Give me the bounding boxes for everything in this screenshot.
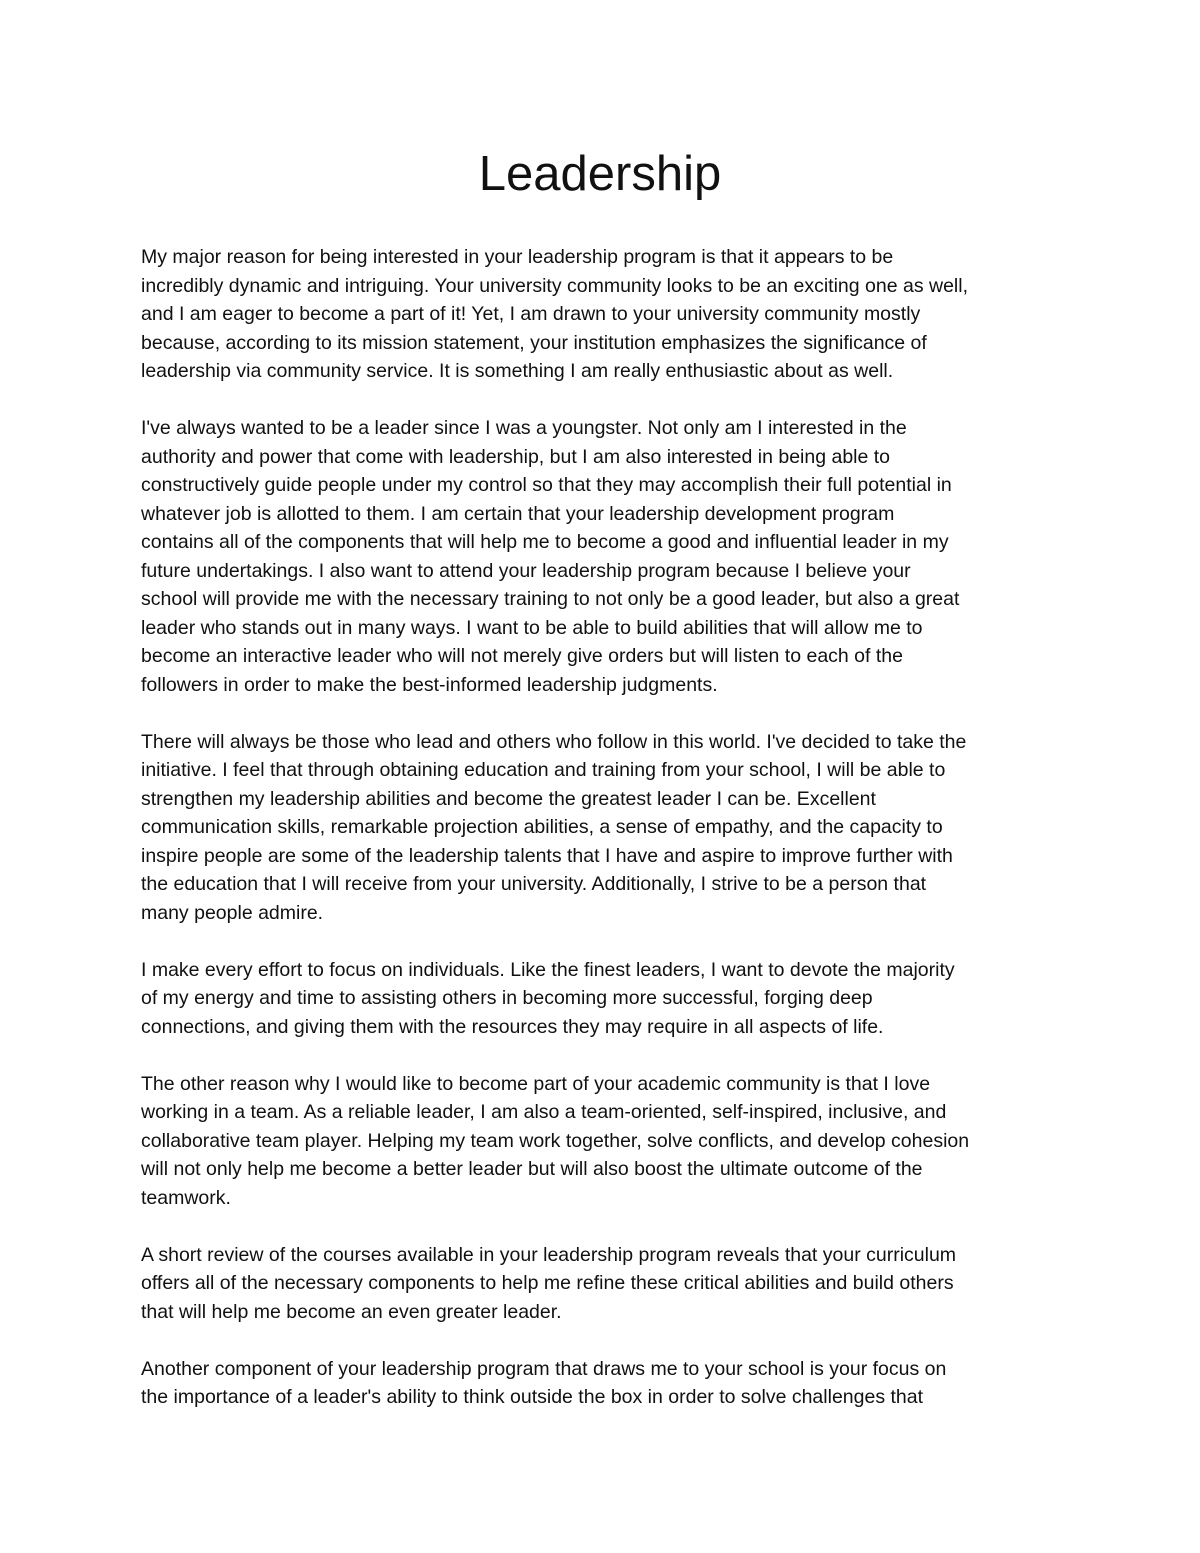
text-line: I make every effort to focus on individuals. Like the finest leaders, I want to devote the majority xyxy=(141,958,955,981)
text-line: teamwork. xyxy=(141,1186,231,1209)
text-line: contains all of the components that will help me to become a good and influential leader in my xyxy=(141,531,949,553)
text-line: will not only help me become a better leader but will also boost the ultimate outcome of the xyxy=(141,1158,923,1180)
paragraph xyxy=(141,1355,1071,1412)
text-line: connections, and giving them with the resources they may require in all aspects of life. xyxy=(141,1015,884,1038)
text-line: whatever job is allotted to them. I am certain that your leadership development program xyxy=(141,502,895,525)
paragraph xyxy=(141,956,1071,1042)
text-line: the importance of a leader's ability to think outside the box in order to solve challenges that xyxy=(141,1386,924,1408)
text-line: authority and power that come with leadership, but I am also interested in being able to xyxy=(141,445,891,468)
text-line: communication skills, remarkable projection abilities, a sense of empathy, and the capacity to xyxy=(141,816,943,838)
document-title: Leadership xyxy=(478,147,722,201)
text-line: constructively guide people under my control so that they may accomplish their full potential in xyxy=(141,474,952,496)
text-line: the education that I will receive from your university. Additionally, I strive to be a person that xyxy=(141,873,927,895)
text-line: school will provide me with the necessary training to not only be a good leader, but also a great xyxy=(141,588,960,610)
text-line: incredibly dynamic and intriguing. Your university community looks to be an exciting one as well, xyxy=(141,274,969,297)
text-line: inspire people are some of the leadership talents that I have and aspire to improve further with xyxy=(141,844,953,867)
text-line: collaborative team player. Helping my team work together, solve conflicts, and develop cohesion xyxy=(141,1129,970,1152)
text-line: strengthen my leadership abilities and become the greatest leader I can be. Excellent xyxy=(141,787,876,810)
text-line: working in a team. As a reliable leader, I am also a team-oriented, self-inspired, inclusive, and xyxy=(141,1101,947,1123)
text-line: offers all of the necessary components to help me refine these critical abilities and build others xyxy=(141,1272,954,1294)
paragraph xyxy=(141,728,1071,928)
text-line: I've always wanted to be a leader since I was a youngster. Not only am I interested in the xyxy=(141,417,907,439)
text-line: of my energy and time to assisting others in becoming more successful, forging deep xyxy=(141,987,873,1009)
text-line: The other reason why I would like to become part of your academic community is that I love xyxy=(141,1072,931,1095)
text-line: There will always be those who lead and others who follow in this world. I've decided to take the xyxy=(141,730,967,753)
text-line: become an interactive leader who will not merely give orders but will listen to each of the xyxy=(141,645,903,667)
paragraph xyxy=(141,1070,1071,1213)
text-line: many people admire. xyxy=(141,901,324,924)
text-line: future undertakings. I also want to attend your leadership program because I believe your xyxy=(141,559,911,582)
text-line: and I am eager to become a part of it! Yet, I am drawn to your university community mostly xyxy=(141,303,921,325)
text-line: My major reason for being interested in your leadership program is that it appears to be xyxy=(141,246,894,268)
text-line: Another component of your leadership program that draws me to your school is your focus on xyxy=(141,1357,947,1380)
text-line: because, according to its mission statement, your institution emphasizes the significance of xyxy=(141,331,927,354)
text-line: initiative. I feel that through obtaining education and training from your school, I will be able to xyxy=(141,759,946,781)
paragraph xyxy=(141,1241,1071,1327)
text-line: that will help me become an even greater leader. xyxy=(141,1300,562,1323)
text-line: followers in order to make the best-informed leadership judgments. xyxy=(141,673,718,696)
paragraph xyxy=(141,414,1071,699)
document-body xyxy=(141,243,1071,1440)
text-line: leader who stands out in many ways. I want to be able to build abilities that will allow me to xyxy=(141,616,923,639)
paragraph xyxy=(141,243,1071,386)
text-line: A short review of the courses available in your leadership program reveals that your curriculum xyxy=(141,1243,957,1266)
text-line: leadership via community service. It is something I am really enthusiastic about as well. xyxy=(141,360,894,382)
